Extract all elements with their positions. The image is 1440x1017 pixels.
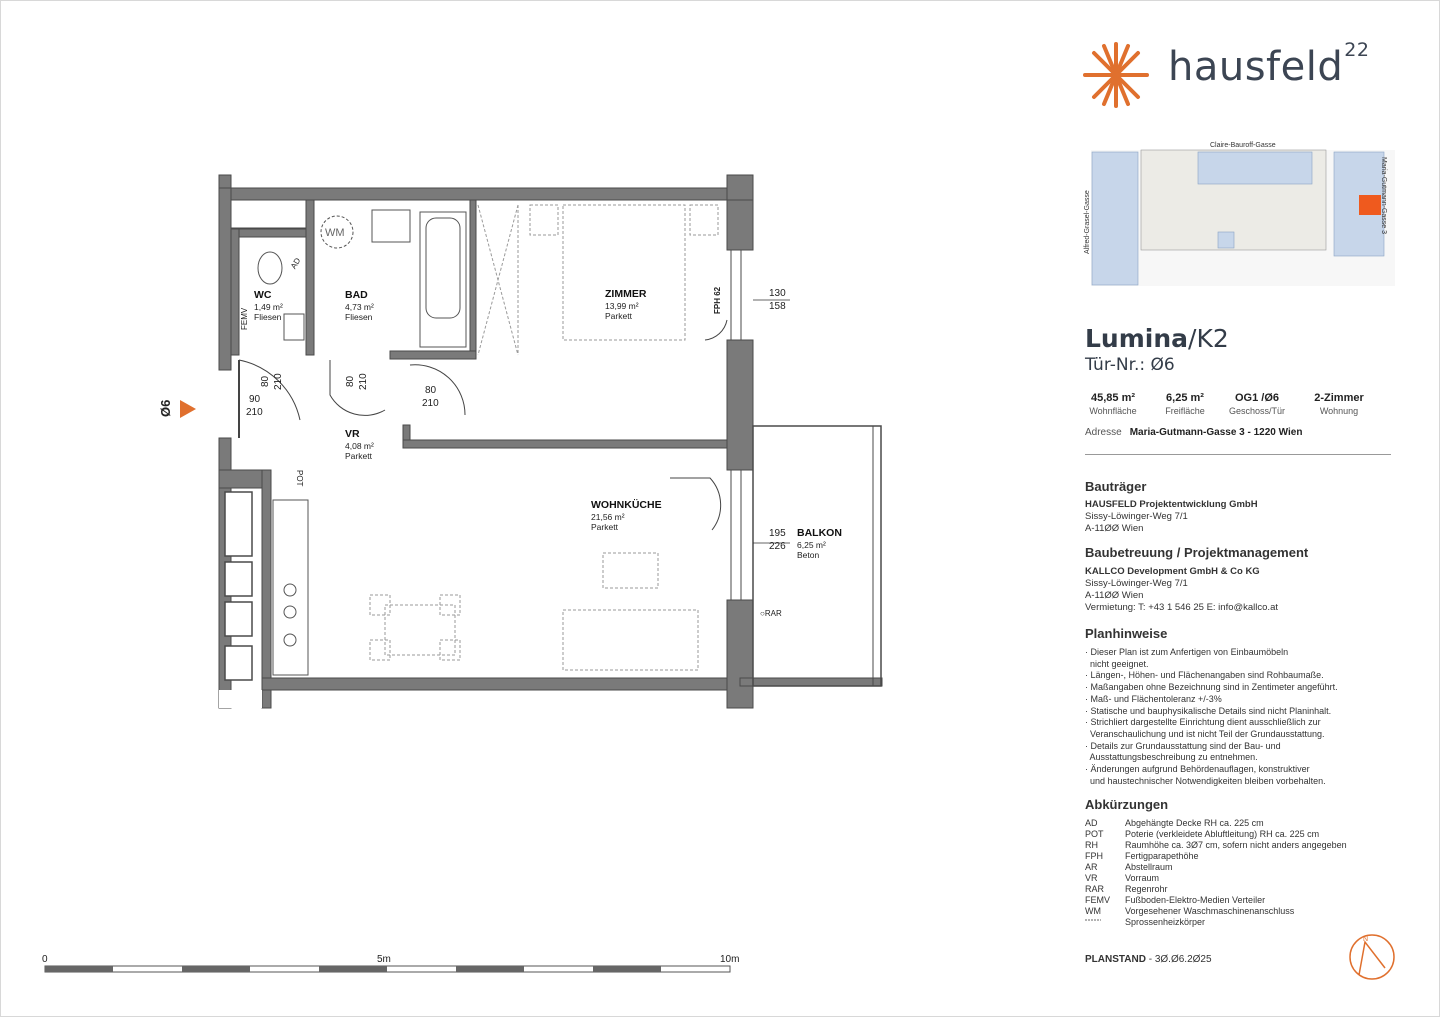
wall-bad-bottom bbox=[390, 351, 476, 359]
fact-open-area: 6,25 m² Freifläche bbox=[1165, 392, 1205, 416]
scale-bar bbox=[45, 966, 730, 972]
wall-wc-left bbox=[231, 229, 239, 355]
wall-wc-top bbox=[231, 229, 313, 237]
room-wc-name: WC bbox=[254, 289, 272, 301]
room-bad-info: 4,73 m² Fliesen bbox=[345, 302, 374, 322]
kitchen-counter bbox=[273, 500, 308, 675]
notes-title: Planhinweise bbox=[1085, 626, 1168, 641]
wall bbox=[727, 175, 753, 200]
dim-bad-door-height: 210 bbox=[358, 373, 369, 390]
toilet bbox=[258, 252, 282, 284]
wall-balcony-bottom bbox=[740, 678, 882, 686]
femv-label: FEMV bbox=[240, 307, 249, 330]
dim-door-vr-width: 80 bbox=[425, 385, 437, 396]
entrance-door-label: Ø6 bbox=[158, 399, 173, 417]
room-vr-name: VR bbox=[345, 428, 360, 440]
door-arc-balcony bbox=[670, 478, 721, 530]
dim-window-width: 130 bbox=[769, 288, 786, 299]
sink bbox=[372, 210, 410, 242]
bathtub bbox=[420, 212, 466, 347]
room-bad-name: BAD bbox=[345, 289, 368, 301]
unit-title: Lumina/K2 bbox=[1085, 324, 1229, 353]
street-label-left: Alfred-Grasel-Gasse bbox=[1084, 190, 1091, 254]
compass bbox=[1350, 935, 1394, 979]
address: Adresse Maria-Gutmann-Gasse 3 - 1220 Wien bbox=[1085, 427, 1303, 438]
dim-window-height: 158 bbox=[769, 301, 786, 312]
compass-n-label: N bbox=[1363, 936, 1369, 943]
dim-balcony-door-height: 226 bbox=[769, 541, 786, 552]
street-label-right: Maria-Gutmann-Gasse 3 bbox=[1380, 157, 1387, 235]
dim-wc-door-width: 80 bbox=[260, 375, 271, 387]
dim-balcony-door-width: 195 bbox=[769, 528, 786, 539]
wm-label: WM bbox=[325, 227, 345, 239]
brand-logo bbox=[1085, 44, 1147, 106]
site-map bbox=[1091, 150, 1395, 286]
fact-floor-door: OG1 /Ø6 Geschoss/Tür bbox=[1228, 392, 1286, 416]
room-wohnkueche-name: WOHNKÜCHE bbox=[591, 499, 662, 511]
scale-label-10m: 10m bbox=[720, 954, 740, 965]
fph-label: FPH 62 bbox=[713, 286, 722, 314]
dim-door-vr-height: 210 bbox=[422, 398, 439, 409]
room-vr-info: 4,08 m² Parkett bbox=[345, 441, 374, 461]
management-block: KALLCO Development GmbH & Co KG Sissy-Löwinger-Weg 7/1 A-11ØØ Wien Vermietung: T: +43 1 546 25 E: info@kallco.at bbox=[1085, 566, 1278, 613]
street-label-top: Claire-Bauroff-Gasse bbox=[1210, 142, 1276, 149]
wall-bad-zimmer bbox=[470, 200, 476, 355]
dim-entrance-height: 210 bbox=[246, 407, 263, 418]
scale-label-0: 0 bbox=[42, 954, 48, 965]
dining-table bbox=[385, 605, 455, 655]
room-zimmer-info: 13,99 m² Parkett bbox=[605, 301, 639, 321]
coffee-table bbox=[603, 553, 658, 588]
scale-label-5m: 5m bbox=[377, 954, 391, 965]
fact-rooms: 2-Zimmer Wohnung bbox=[1314, 392, 1364, 416]
management-title: Baubetreuung / Projektmanagement bbox=[1085, 545, 1309, 560]
brand-name: hausfeld$^{22}$ bbox=[1168, 38, 1370, 90]
dim-entrance-width: 90 bbox=[249, 394, 261, 405]
wall-right-lower bbox=[727, 600, 753, 708]
ad-label: AD bbox=[289, 256, 303, 271]
wall-bottom bbox=[262, 678, 753, 690]
wall-kitchen-left bbox=[262, 470, 271, 708]
dim-bad-door-width: 80 bbox=[345, 375, 356, 387]
fact-area: 45,85 m² Wohnfläche bbox=[1089, 392, 1137, 416]
room-balkon-info: 6,25 m² Beton bbox=[797, 540, 826, 560]
wall-right bbox=[727, 200, 753, 250]
dim-wc-door-height: 210 bbox=[273, 373, 284, 390]
divider bbox=[1085, 454, 1391, 455]
notes-list: · Dieser Plan ist zum Anfertigen von Einbaumöbeln nicht geeignet. · Längen-, Höhen- und Flächenangaben sind Rohbaumaße. · Maßangaben ohne Bezeichnung sind in Zentimeter angeführt. · Maß- und Flächentoleranz +/-3% · Statische und bauphysikalische Details sind nicht Planinhalt. · Strichliert dargestellte Einrichtung dient ausschließlich zur Veranschaulichung und ist nicht Teil der Grundausstattung. · Details zur Grundausstattung sind der Bau- und Ausstattungsbeschreibung zu entnehmen. · Änderungen aufgrund Behördenauflagen, konstruktiver und haustechnischer Notwendigkeiten bleiben vorbehalten. bbox=[1085, 647, 1338, 786]
wall-left-upper bbox=[219, 188, 231, 370]
wall-right-mid bbox=[727, 340, 753, 470]
developer-block: HAUSFELD Projektentwicklung GmbH Sissy-Löwinger-Weg 7/1 A-11ØØ Wien bbox=[1085, 499, 1258, 534]
wall-living-top bbox=[403, 440, 727, 448]
pot-label: POT bbox=[295, 470, 304, 487]
room-wc-info: 1,49 m² Fliesen bbox=[254, 302, 283, 322]
door-number: Tür-Nr.: Ø6 bbox=[1085, 355, 1175, 375]
room-zimmer-name: ZIMMER bbox=[605, 288, 647, 300]
developer-title: Bauträger bbox=[1085, 479, 1147, 494]
abbreviations-title: Abkürzungen bbox=[1085, 797, 1169, 812]
wall-wc-bad bbox=[306, 200, 314, 355]
wall-top bbox=[219, 188, 727, 200]
abbreviations-list: AD Abgehängte Decke RH ca. 225 cm POT Poterie (verkleidete Abluftleitung) RH ca. 225 cm RH Raumhöhe ca. 3Ø7 cm, sofern nicht anders angegeben FPH Fertigparapethöhe AR Abstellraum VR Vorraum RAR Regenrohr FEMV Fußboden-Elektro-Medien Verteiler WM Vorgesehener Waschmaschinenanschluss Sprossenheizkörper bbox=[1085, 818, 1347, 927]
room-balkon-name: BALKON bbox=[797, 527, 842, 539]
rar-label: ○RAR bbox=[760, 609, 782, 618]
entrance-arrow bbox=[180, 400, 196, 418]
room-wohnkueche-info: 21,56 m² Parkett bbox=[591, 512, 625, 532]
sofa bbox=[563, 610, 698, 670]
planstand: PLANSTAND - 3Ø.Ø6.2Ø25 bbox=[1085, 954, 1212, 965]
